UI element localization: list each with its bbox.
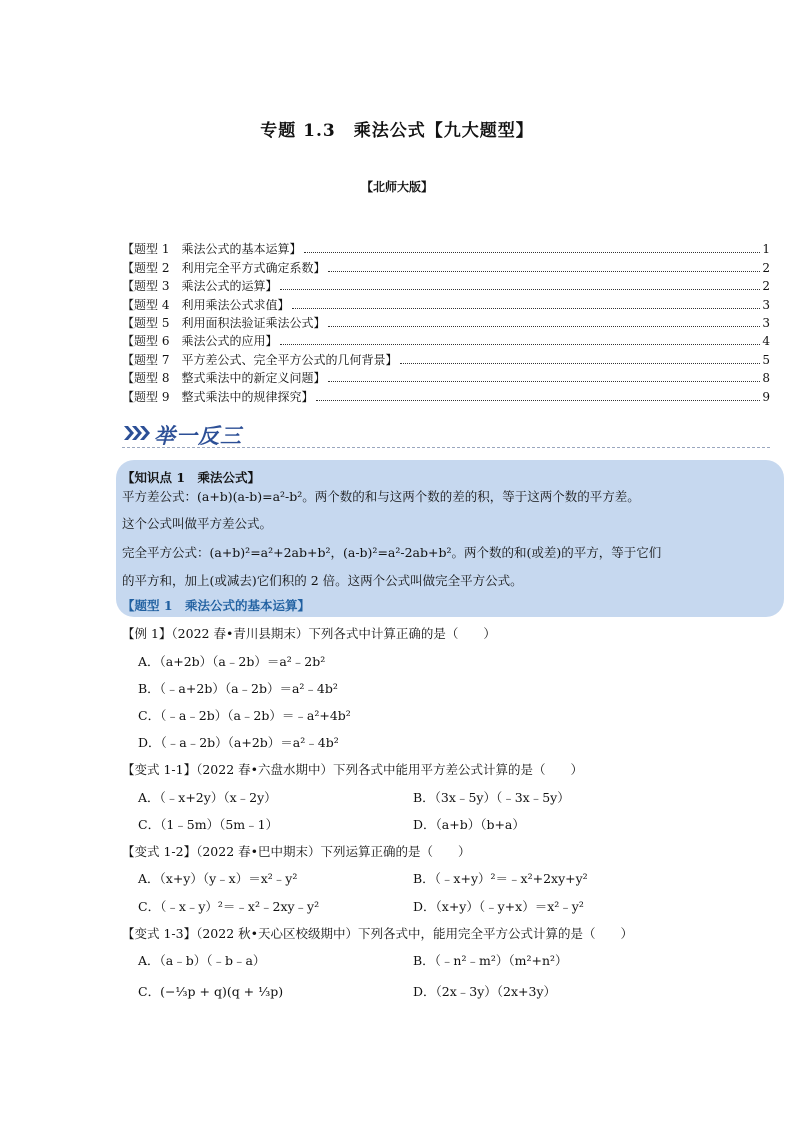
- knowledge-line: 的平方和，加上(或减去)它们积的 2 倍。这两个公式叫做完全平方公式。: [122, 573, 523, 588]
- knowledge-line: 平方差公式：(a+b)(a-b)=a²-b²。两个数的和与这两个数的差的积，等于这两个数的平方差。: [122, 489, 640, 504]
- chevron-arrows-icon: [122, 418, 154, 448]
- section-banner: [122, 418, 247, 450]
- toc-item[interactable]: 【题型 4 利用乘法公式求值】 3: [122, 297, 770, 312]
- option-c: C．（﹣x﹣y）²＝﹣x²﹣2xy﹣y²: [138, 899, 320, 914]
- option-a: A．（a+2b）（a﹣2b）＝a²﹣2b²: [138, 654, 326, 669]
- toc-item[interactable]: 【题型 7 平方差公式、完全平方公式的几何背景】 5: [122, 352, 770, 367]
- toc-item[interactable]: 【题型 3 乘法公式的运算】 2: [122, 279, 770, 294]
- knowledge-heading: 【知识点 1 乘法公式】: [122, 470, 261, 485]
- toc-item[interactable]: 【题型 2 利用完全平方式确定系数】 2: [122, 260, 770, 275]
- variant-stem: 【变式 1-2】（2022 春•巴中期末）下列运算正确的是（ ）: [122, 844, 471, 859]
- toc-item[interactable]: 【题型 5 利用面积法验证乘法公式】 3: [122, 315, 770, 330]
- option-d: D．（2x﹣3y）（2x+3y）: [413, 984, 557, 999]
- variant-stem: 【变式 1-3】（2022 秋•天心区校级期中）下列各式中，能用完全平方公式计算的是（ ）: [122, 926, 634, 941]
- toc-item[interactable]: 【题型 8 整式乘法中的新定义问题】 8: [122, 371, 770, 386]
- option-d: D．（a+b）（b+a）: [413, 817, 525, 832]
- document-title: 专题 1.3 乘法公式【九大题型】: [260, 121, 534, 141]
- option-c: C．(−⅓p + q)(q + ⅓p): [138, 984, 284, 999]
- banner-title: 举一反三: [154, 424, 242, 448]
- option-c: C．（﹣a﹣2b）（a﹣2b）＝﹣a²+4b²: [138, 708, 351, 723]
- knowledge-line: 这个公式叫做平方差公式。: [122, 516, 273, 531]
- option-b: B．（﹣a+2b）（a﹣2b）＝a²﹣4b²: [138, 681, 338, 696]
- option-a: A．（﹣x+2y）（x﹣2y）: [138, 790, 277, 805]
- option-a: A．（a﹣b）（﹣b﹣a）: [138, 953, 266, 968]
- option-d: D．（﹣a﹣2b）（a+2b）＝a²﹣4b²: [138, 735, 339, 750]
- table-of-contents: [122, 240, 770, 406]
- option-a: A．（x+y）（y﹣x）＝x²﹣y²: [138, 871, 298, 886]
- divider: [122, 447, 770, 448]
- toc-item[interactable]: 【题型 6 乘法公式的应用】 4: [122, 334, 770, 349]
- example-stem: 【例 1】（2022 春•青川县期末）下列各式中计算正确的是（ ）: [122, 626, 496, 641]
- question-type-label: 【题型 1 乘法公式的基本运算】: [122, 598, 311, 613]
- variant-stem: 【变式 1-1】（2022 春•六盘水期中）下列各式中能用平方差公式计算的是（ ）: [122, 762, 584, 777]
- knowledge-line: 完全平方公式：(a+b)²=a²+2ab+b²，(a-b)²=a²-2ab+b²。两个数的和(或差)的平方，等于它们: [122, 545, 662, 560]
- option-b: B．（3x﹣5y）（﹣3x﹣5y）: [413, 790, 570, 805]
- edition-label: 【北师大版】: [360, 180, 433, 194]
- option-b: B．（﹣n²﹣m²）（m²+n²）: [413, 953, 568, 968]
- toc-item[interactable]: 【题型 1 乘法公式的基本运算】 1: [122, 242, 770, 257]
- option-d: D．（x+y）（﹣y+x）＝x²﹣y²: [413, 899, 584, 914]
- option-b: B．（﹣x+y）²＝﹣x²+2xy+y²: [413, 871, 588, 886]
- option-c: C．（1﹣5m）（5m﹣1）: [138, 817, 279, 832]
- toc-item[interactable]: 【题型 9 整式乘法中的规律探究】 9: [122, 389, 770, 404]
